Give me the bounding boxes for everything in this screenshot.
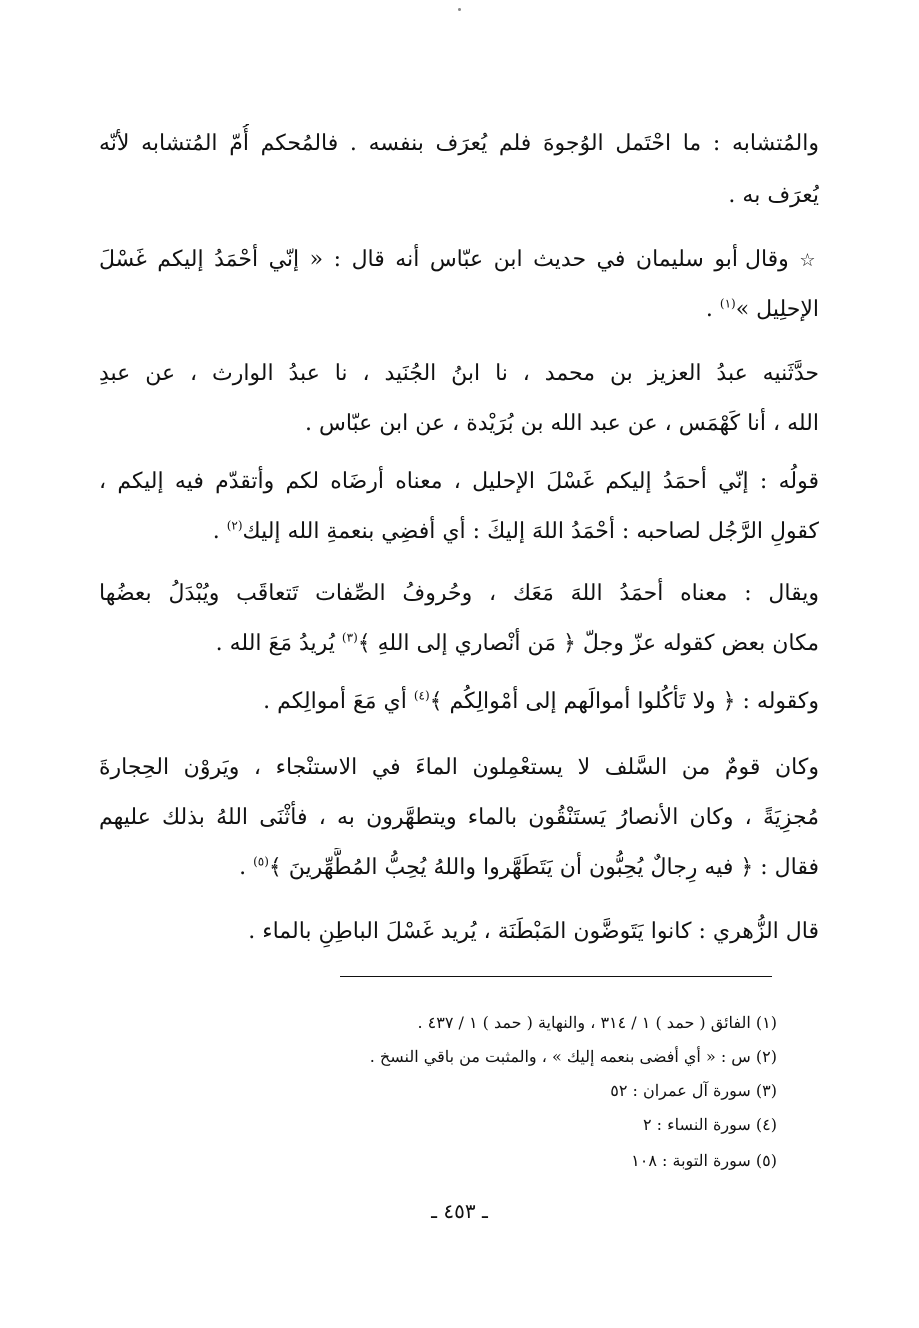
footnote-ref: (٤)	[413, 688, 430, 703]
footnote: (١) الفائق ( حمد ) ١ / ٣١٤ ، والنهاية ( حمد ) ١ / ٤٣٧ .	[417, 1013, 777, 1032]
footnote-divider	[340, 976, 772, 977]
footnote-ref: (٢)	[226, 518, 243, 533]
footnote: (٥) سورة التوبة : ١٠٨	[631, 1151, 777, 1170]
body-line: ويقال : معناه أحمَدُ اللهَ مَعَك ، وحُروفُ الصِّفات تَتعاقَب ويُبْدَلُ بعضُها	[99, 581, 819, 606]
body-line: والمُتشابه : ما احْتَمل الوُجوهَ فلم يُعرَف بنفسه . فالمُحكم أُمّ المُتشابه لأنّه	[99, 131, 819, 156]
footnote: (٣) سورة آل عمران : ٥٢	[610, 1081, 777, 1100]
body-line: وكقوله : ﴿ ولا تَأكُلوا أموالَهم إلى أمْوالِكُم ﴾$^{(٤)}$ أي مَعَ أموالِكم .	[263, 688, 819, 714]
body-line: حدَّثَنيه عبدُ العزيز بن محمد ، نا ابنُ الجُنَيد ، نا عبدُ الوارث ، عن عبدِ	[99, 361, 819, 386]
body-line: قولُه : إنّي أحمَدُ إليكم غَسْلَ الإحليل ، معناه أرضَاه لكم وأتقدّم فيه إليكم ،	[99, 469, 819, 494]
body-line: مكان بعض كقوله عزّ وجلّ ﴿ مَن أنْصاري إلى اللهِ ﴾$^{(٣)}$ يُريدُ مَعَ الله .	[215, 630, 819, 656]
body-line: وكان قومٌ من السَّلف لا يستعْمِلون الماءَ في الاستنْجاء ، ويَروْن الحِجارةَ	[99, 755, 819, 780]
body-line: الإحلِيل »$^{(١)}$ .	[705, 296, 819, 322]
body-line: قال الزُّهري : كانوا يَتَوضَّون المَبْطَنَة ، يُريد غَسْلَ الباطِنِ بالماء .	[248, 919, 819, 944]
body-line: مُجزِيَةً ، وكان الأنصارُ يَستَنْقُون بالماء ويتطهَّرون به ، فأثْنَى اللهُ بذلك عليهم	[99, 805, 819, 830]
body-line: ☆ وقال أبو سليمان في حديث ابن عبّاس أنه قال : « إنّي أحْمَدُ إليكم غَسْلَ	[99, 247, 819, 272]
footnote: (٤) سورة النساء : ٢	[642, 1115, 777, 1134]
footnote-ref: (١)	[719, 296, 736, 311]
page-speck	[458, 8, 461, 11]
body-line: كقولِ الرَّجُل لصاحبه : أحْمَدُ اللهَ إليكَ : أي أفضِي بنعمةِ الله إليك$^{(٢)}$ .	[212, 518, 819, 544]
page-number: ـ ٤٥٣ ـ	[431, 1199, 488, 1223]
footnote-ref: (٥)	[253, 854, 269, 869]
footnote: (٢) س : « أي أفضى بنعمه إليك » ، والمثبت من باقي النسخ .	[369, 1047, 777, 1066]
footnote-ref: (٣)	[341, 630, 358, 645]
star-icon: ☆	[799, 250, 819, 271]
body-line: يُعرَف به .	[728, 183, 819, 208]
body-line: الله ، أنا كَهْمَس ، عن عبد الله بن بُرَيْدة ، عن ابن عبّاس .	[304, 411, 819, 436]
body-line: فقال : ﴿ فيه رِجالٌ يُحِبُّون أن يَتَطَهَّروا واللهُ يُحِبُّ المُطَّهِّرينَ ﴾$^{(٥)}$ .	[239, 854, 819, 880]
